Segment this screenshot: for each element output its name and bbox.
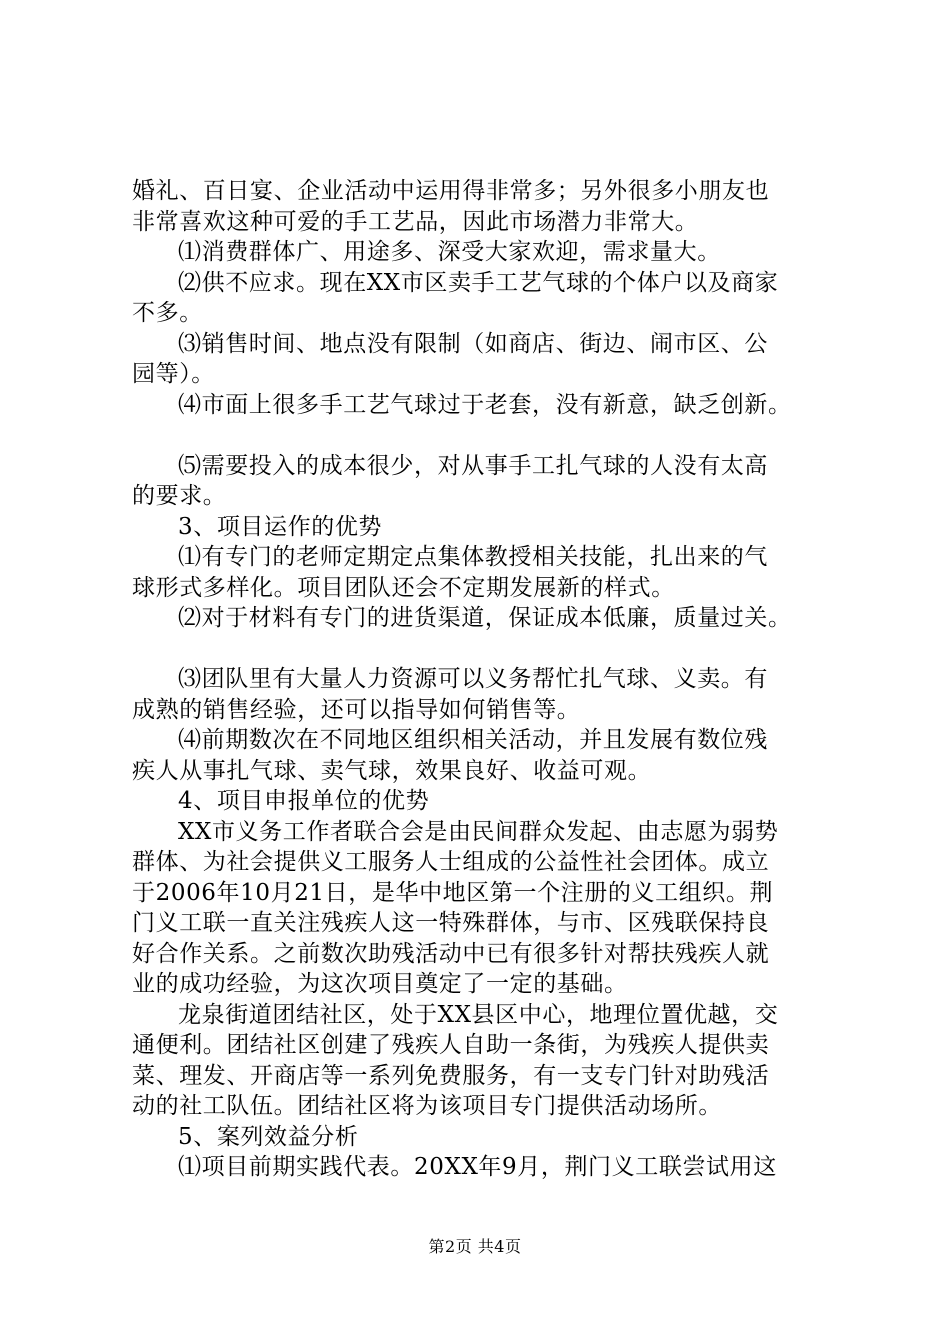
text-line: 成熟的销售经验，还可以指导如何销售等。 [132,696,581,723]
paragraph-line: 业的成功经验，为这次项目奠定了一定的基础。 [132,971,628,997]
paragraph-line: XX市义务工作者联合会是由民间群众发起、由志愿为弱势 [178,818,779,845]
paragraph-line: 门义工联一直关注残疾人这一特殊群体，与市、区残联保持良 [132,910,770,936]
text-line: 不多。 [132,300,203,326]
list-item: ⑷市面上很多手工艺气球过于老套，没有新意，缺乏创新。 [178,391,792,418]
text-line: 的要求。 [132,483,227,509]
text-line: 球形式多样化。项目团队还会不定期发展新的样式。 [132,574,675,601]
page-number-footer: 第2页 共4页 [428,1237,522,1256]
list-item: ⑶销售时间、地点没有限制（如商店、街边、闹市区、公 [178,330,768,357]
text-line: 婚礼、百日宴、企业活动中运用得非常多；另外很多小朋友也 [132,178,770,204]
text-line: 园等）。 [132,361,215,387]
paragraph-line: 动的社工队伍。团结社区将为该项目专门提供活动场所。 [132,1093,722,1119]
list-item: ⑵供不应求。现在XX市区卖手工艺气球的个体户以及商家 [178,269,779,296]
blank-line [132,634,857,665]
list-item: ⑴项目前期实践代表。20XX年9月，荆门义工联尝试用这 [178,1154,777,1180]
list-item: ⑵对于材料有专门的进货渠道，保证成本低廉，质量过关。 [178,605,792,631]
text-line: 疾人从事扎气球、卖气球，效果良好、收益可观。 [132,757,652,784]
paragraph-line: 好合作关系。之前数次助残活动中已有很多针对帮扶残疾人就 [132,940,770,967]
section-heading: 3、项目运作的优势 [178,513,383,540]
list-item: ⑶团队里有大量人力资源可以义务帮忙扎气球、义卖。有 [178,666,768,692]
paragraph-line: 群体、为社会提供义工服务人士组成的公益性社会团体。成立 [132,849,770,875]
paragraph-line: 于2006年10月21日，是华中地区第一个注册的义工组织。荆 [132,879,774,906]
paragraph-line: 菜、理发、开商店等一系列免费服务，有一支专门针对助残活 [132,1062,770,1089]
paragraph-line: 龙泉街道团结社区，处于XX县区中心，地理位置优越，交 [178,1001,779,1028]
blank-line [132,420,857,451]
list-item: ⑸需要投入的成本很少，对从事手工扎气球的人没有太高 [178,452,768,479]
list-item: ⑷前期数次在不同地区组织相关活动，并且发展有数位残 [178,727,768,753]
list-item: ⑴有专门的老师定期定点集体教授相关技能，扎出来的气 [178,544,768,570]
section-heading: 4、项目申报单位的优势 [178,788,430,814]
section-heading: 5、案列效益分析 [178,1123,359,1150]
list-item: ⑴消费群体广、用途多、深受大家欢迎，需求量大。 [178,239,721,265]
text-line: 非常喜欢这种可爱的手工艺品，因此市场潜力非常大。 [132,208,699,235]
paragraph-line: 通便利。团结社区创建了残疾人自助一条街，为残疾人提供卖 [132,1032,770,1058]
document-body [132,176,857,1183]
